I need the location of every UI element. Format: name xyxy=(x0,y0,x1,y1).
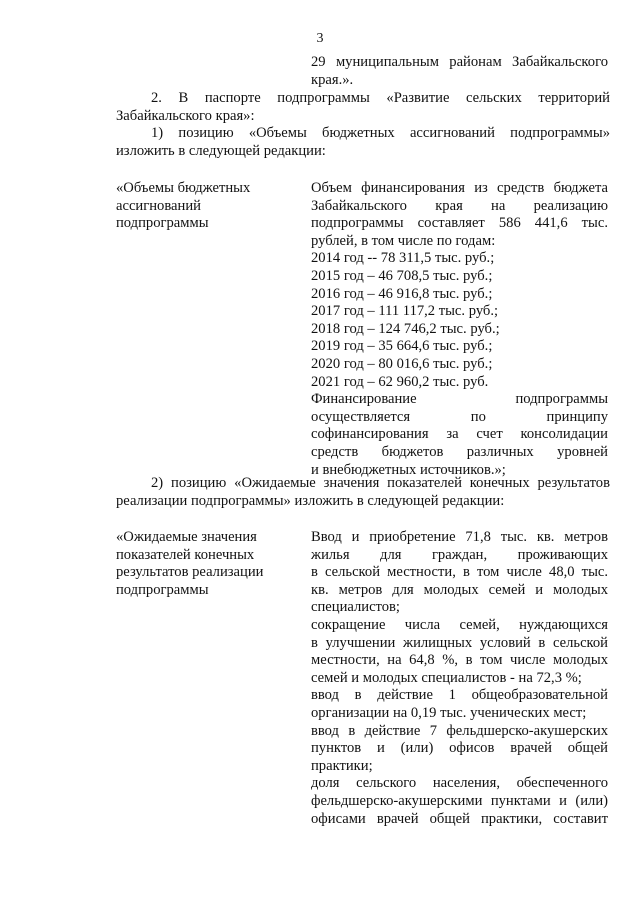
text-line: изложить в следующей редакции: xyxy=(116,142,326,159)
text-line: показателей конечных xyxy=(116,546,255,563)
text-line: ассигнований xyxy=(116,197,201,214)
text-line: 2) позицию «Ожидаемые значения показателей конечных результатов xyxy=(151,475,610,491)
text-line: в улучшении жилищных условий в сельской xyxy=(311,634,608,651)
text-line: 1) позицию «Объемы бюджетных ассигнований подпрограммы» xyxy=(151,125,610,141)
text-line: средств бюджетов различных уровней xyxy=(311,443,608,460)
text-line: Объем финансирования из средств бюджета xyxy=(311,180,608,196)
budget-position-label xyxy=(116,180,296,233)
year-funding-line: 2020 год – 80 016,6 тыс. руб.; xyxy=(311,355,493,372)
text-line: пунктов и (или) офисов врачей общей xyxy=(311,740,608,757)
item-2-paragraph xyxy=(116,90,610,125)
subitem-2-paragraph xyxy=(116,475,610,510)
year-funding-line: 2018 год – 124 746,2 тыс. руб.; xyxy=(311,320,500,337)
text-line: ввод в действие 1 общеобразовательной xyxy=(311,687,608,704)
text-line: подпрограммы xyxy=(116,215,209,232)
text-line: жилья для граждан, проживающих xyxy=(311,546,608,563)
subitem-1-paragraph xyxy=(116,125,610,160)
previous-item-continuation xyxy=(311,54,608,89)
budget-position-value xyxy=(311,180,608,479)
year-funding-line: 2016 год – 46 916,8 тыс. руб.; xyxy=(311,285,493,302)
text-line: рублей, в том числе по годам: xyxy=(311,232,496,249)
expected-results-value xyxy=(311,529,608,828)
text-line: результатов реализации xyxy=(116,564,264,581)
text-line: реализации подпрограммы» изложить в следующей редакции: xyxy=(116,492,505,509)
text-line: семей и молодых специалистов - на 72,3 %; xyxy=(311,669,582,686)
text-line: края.». xyxy=(311,71,354,88)
expected-results-label xyxy=(116,529,296,599)
text-line: и внебюджетных источников.»; xyxy=(311,461,506,478)
text-line: осуществляется по принципу xyxy=(311,408,608,425)
text-line: ввод в действие 7 фельдшерско-акушерских xyxy=(311,722,608,739)
text-line: доля сельского населения, обеспеченного xyxy=(311,775,608,792)
text-line: Забайкальского края»: xyxy=(116,107,255,124)
text-line: подпрограммы составляет 586 441,6 тыс. xyxy=(311,215,608,232)
text-line: 29 муниципальным районам Забайкальского xyxy=(311,54,608,70)
text-line: специалистов; xyxy=(311,599,400,616)
year-funding-line: 2019 год – 35 664,6 тыс. руб.; xyxy=(311,338,493,355)
year-funding-line: 2017 год – 111 117,2 тыс. руб.; xyxy=(311,303,499,320)
text-line: Финансирование подпрограммы xyxy=(311,391,608,408)
text-line: кв. метров для молодых семей и молодых xyxy=(311,581,608,598)
text-line: 2. В паспорте подпрограммы «Развитие сельских территорий xyxy=(151,90,610,106)
text-line: «Ожидаемые значения xyxy=(116,529,257,545)
text-line: местности, на 64,8 %, в том числе молодых xyxy=(311,652,608,669)
text-line: фельдшерско-акушерскими пунктами и (или) xyxy=(311,792,608,809)
text-line: Забайкальского края на реализацию xyxy=(311,197,608,214)
year-funding-line: 2014 год -- 78 311,5 тыс. руб.; xyxy=(311,250,495,267)
text-line: практики; xyxy=(311,757,373,774)
text-line: в сельской местности, в том числе 48,0 тыс. xyxy=(311,564,608,581)
text-line: софинансирования за счет консолидации xyxy=(311,426,608,443)
text-line: подпрограммы xyxy=(116,581,209,598)
text-line: сокращение числа семей, нуждающихся xyxy=(311,616,608,633)
text-line: Ввод и приобретение 71,8 тыс. кв. метров xyxy=(311,529,608,545)
text-line: офисами врачей общей практики, составит xyxy=(311,810,608,827)
year-funding-line: 2021 год – 62 960,2 тыс. руб. xyxy=(311,373,489,390)
text-line: «Объемы бюджетных xyxy=(116,180,251,196)
page-number: 3 xyxy=(316,31,324,46)
year-funding-line: 2015 год – 46 708,5 тыс. руб.; xyxy=(311,267,493,284)
text-line: организации на 0,19 тыс. ученических мест; xyxy=(311,704,587,721)
